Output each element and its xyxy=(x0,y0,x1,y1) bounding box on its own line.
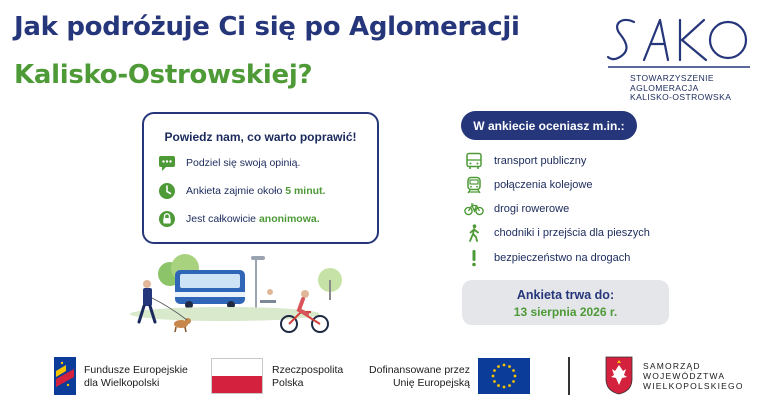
footer-fe-line2: dla Wielkopolski xyxy=(84,376,160,389)
survey-heading: W ankiecie oceniasz m.in.: xyxy=(461,111,637,140)
logo-line2: AGLOMERACJA xyxy=(630,82,699,93)
footer-eu-text xyxy=(366,364,470,389)
chat-bubble-icon xyxy=(158,154,176,172)
lock-icon xyxy=(158,210,176,228)
clock-icon xyxy=(158,182,176,200)
footer-eu-line2: Unię Europejską xyxy=(392,376,470,389)
survey-item-pedestrian xyxy=(464,224,650,242)
footer-rp-text xyxy=(272,364,343,389)
footer-samorzad-line3: WIELKOPOLSKIEGO xyxy=(643,381,744,391)
bus-icon xyxy=(464,152,484,170)
eu-flag-icon xyxy=(478,358,530,394)
bicycle-icon xyxy=(464,200,484,218)
anonymous-text-before: Jest całkowicie xyxy=(186,213,259,225)
pedestrian-icon xyxy=(464,224,484,242)
european-funds-logo xyxy=(52,355,78,397)
info-item-opinion-text: Podziel się swoją opinią. xyxy=(186,157,301,169)
wielkopolska-crest-icon xyxy=(604,355,634,395)
eu-star-icon xyxy=(512,380,515,383)
anonymous-highlight: anonimowa. xyxy=(258,213,320,225)
survey-item-pedestrian-label: chodniki i przejścia dla pieszych xyxy=(494,227,650,239)
eu-star-icon xyxy=(503,386,506,389)
page-title-line2: Kalisko-Ostrowskiej? xyxy=(14,60,313,90)
survey-item-rail xyxy=(464,176,592,194)
eu-star-icon xyxy=(497,384,500,387)
sako-logo-mark xyxy=(604,14,754,74)
info-item-anonymous xyxy=(158,210,320,228)
survey-item-safety xyxy=(464,249,630,267)
info-item-anonymous-text xyxy=(186,213,320,225)
logo-line1: STOWARZYSZENIE xyxy=(630,73,714,83)
eu-star-icon xyxy=(514,375,517,378)
exclamation-icon xyxy=(464,249,484,267)
train-icon xyxy=(464,176,484,194)
eu-star-icon xyxy=(493,369,496,372)
footer-fe-text xyxy=(84,364,188,389)
footer-samorzad-line2: WOJEWÓDZTWA xyxy=(643,371,726,381)
info-box-title: Powiedz nam, co warto poprawić! xyxy=(164,130,357,144)
info-box xyxy=(142,112,379,244)
info-item-duration-text xyxy=(186,185,325,197)
eu-star-icon xyxy=(512,369,515,372)
survey-item-transport-label: transport publiczny xyxy=(494,155,587,167)
eu-star-icon xyxy=(503,364,506,367)
survey-period-date: 13 sierpnia 2026 r. xyxy=(513,305,618,319)
eu-star-icon xyxy=(508,365,511,368)
sako-logo xyxy=(604,14,754,102)
survey-period-box xyxy=(462,280,669,325)
poland-flag-icon xyxy=(211,358,263,394)
street-lamp-icon xyxy=(255,258,257,308)
duration-highlight: 5 minut. xyxy=(285,185,326,197)
page-title-line1: Jak podróżuje Ci się po Aglomeracji xyxy=(14,12,520,42)
footer-samorzad-line1: SAMORZĄD xyxy=(643,361,701,371)
city-illustration xyxy=(125,252,375,342)
eu-star-icon xyxy=(493,380,496,383)
survey-item-safety-label: bezpieczeństwo na drogach xyxy=(494,252,631,264)
eu-star-icon xyxy=(508,384,511,387)
duration-text-before: Ankieta zajmie około xyxy=(186,185,286,197)
footer-eu-line1: Dofinansowane przez xyxy=(369,364,470,376)
footer-rp-line2: Polska xyxy=(272,376,304,389)
survey-item-bike-label: drogi rowerowe xyxy=(494,203,570,215)
eu-star-icon xyxy=(492,375,495,378)
eu-star-icon xyxy=(497,365,500,368)
logo-line3: KALISKO-OSTROWSKA xyxy=(630,92,732,102)
footer-divider xyxy=(568,357,570,395)
survey-item-rail-label: połączenia kolejowe xyxy=(494,179,593,191)
footer-fe-line1: Fundusze Europejskie xyxy=(84,364,188,376)
footer-rp-line1: Rzeczpospolita xyxy=(272,364,344,376)
bus-illustration xyxy=(175,270,245,309)
survey-item-transport xyxy=(464,152,586,170)
survey-item-bike xyxy=(464,200,569,218)
info-item-duration xyxy=(158,182,325,200)
survey-period-label: Ankieta trwa do: xyxy=(516,288,615,302)
info-item-opinion xyxy=(158,154,300,172)
footer-samorzad-text xyxy=(643,361,744,391)
